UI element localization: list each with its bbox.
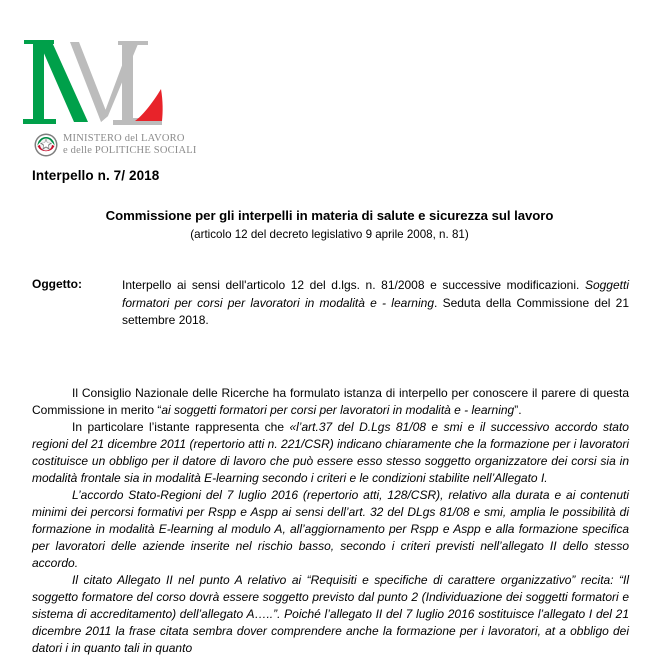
ml-monogram-icon — [22, 36, 174, 132]
paragraph-1-roman-2: ”. — [514, 403, 522, 418]
title-block — [0, 208, 659, 241]
ministry-wordmark — [34, 133, 222, 157]
paragraph-1-roman-1: Il Consiglio Nazionale delle Ricerche ha formulato istanza di interpello per conoscere il parere di questa Commissione in merito “ — [32, 386, 629, 418]
paragraph-2-italic-quote: «l’art.37 del D.Lgs 81/08 e smi e il successivo accordo stato regioni del 21 dicembre 2011 (repertorio atti n. 221/CSR) indicano chiaramente che la formazione per i lavoratori costituisce un obbligo per il datore di lavoro che può essere esso stesso soggetto organizzatore dei corsi sia in modalità frontale sia in modalità E-learning secondo i criteri e le condizioni stabilite nell’Allegato I. — [32, 420, 629, 486]
page-subtitle: (articolo 12 del decreto legislativo 9 aprile 2008, n. 81) — [190, 228, 469, 241]
body-paragraph-4: Il citato Allegato II nel punto A relativo ai “Requisiti e specifiche di carattere organizzativo” recita: “Il soggetto formatore del corso dovrà essere soggetto previsto dal punto 2 (Individuazione dei soggetti formatori e sistema di accreditamento) dell’allegato A…..”. Poiché l’allegato II del 7 luglio 2016 sostituisce l’allegato I del 21 dicembre 2011 la frase citata sembra dover comprendere anche la formazione per i lavoratori, at a obbligo dei datori i in quanto tali in quanto — [32, 573, 629, 656]
oggetto-text-italic: Soggetti formatori per corsi per lavoratori in modalità e - learning — [122, 278, 629, 310]
oggetto-text-part-1: Interpello ai sensi dell'articolo 12 del d.lgs. n. 81/2008 e successive modificazioni. — [122, 278, 585, 292]
oggetto-section — [32, 277, 629, 330]
ministry-line-2: e delle POLITICHE SOCIALI — [63, 145, 197, 156]
oggetto-text — [122, 277, 629, 330]
italian-republic-emblem-icon — [34, 133, 58, 157]
body-paragraph-2 — [32, 419, 629, 487]
red-accent-shape — [135, 89, 163, 121]
paragraph-2-roman-lead: In particolare l’istante rappresenta che — [72, 420, 290, 435]
oggetto-text-part-2: . Seduta della Commissione del 21 settembre 2018. — [122, 295, 629, 328]
paragraph-1-italic: ai soggetti formatori per corsi per lavoratori in modalità e - learning — [161, 403, 515, 418]
body-paragraph-3: L’accordo Stato-Regioni del 7 luglio 2016 (repertorio atti, 128/CSR), relativo alla durata e ai contenuti minimi dei percorsi formativi per Rspp e Aspp ai sensi dell’art. 32 del DLgs 81/08 e smi, amplia le possibilità di formazione in modalità E-learning al modulo A, all’aggiornamento per Rspp e Aspp e alla formazione specifica per lavoratori delle aziende inserite nel rischio basso, secondo i criteri previsti nell’allegato II dello stesso accordo. — [32, 488, 629, 571]
oggetto-label: Oggetto: — [32, 277, 82, 291]
ministry-logo — [22, 36, 222, 157]
body-text — [32, 385, 629, 658]
interpello-number: Interpello n. 7/ 2018 — [32, 168, 160, 183]
ministry-name — [63, 133, 197, 157]
ministry-line-1: MINISTERO del LAVORO — [63, 133, 185, 145]
page-title: Commissione per gli interpelli in materia di salute e sicurezza sul lavoro — [105, 208, 554, 223]
body-paragraph-1 — [32, 385, 629, 419]
